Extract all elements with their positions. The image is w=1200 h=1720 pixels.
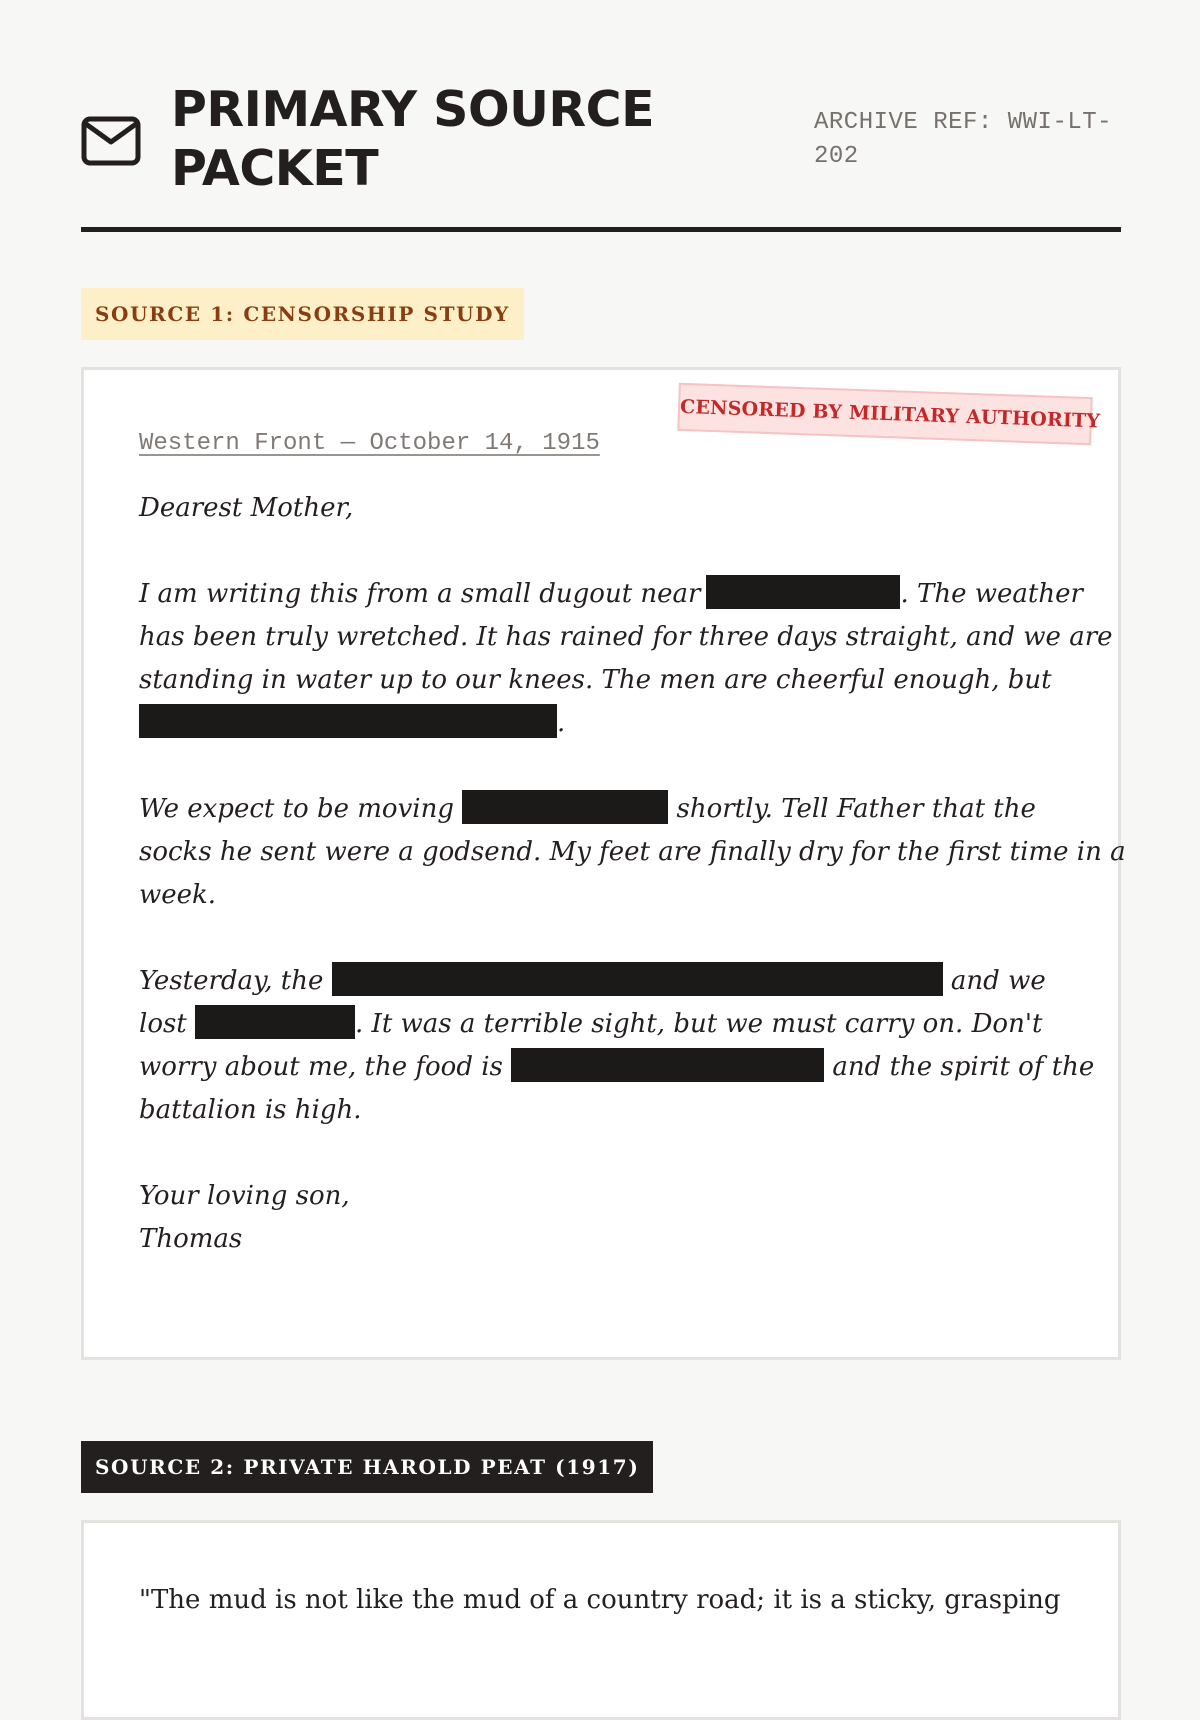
redaction-bar: [332, 962, 943, 996]
letter-text: and we: [950, 966, 1046, 996]
header: [81, 80, 1121, 230]
letter-text: .: [557, 708, 566, 738]
letter-text: . It was a terrible sight, but we must carry on. Don't: [355, 1009, 1043, 1039]
letter-salutation: Dearest Mother,: [139, 493, 354, 523]
letter-text: I am writing this from a small dugout near: [139, 579, 701, 609]
letter-body: [139, 487, 1126, 1304]
source-2-tag: SOURCE 2: PRIVATE HAROLD PEAT (1917): [81, 1441, 653, 1493]
letter-text: . The weather: [900, 579, 1083, 609]
archive-ref: ARCHIVE REF: WWI-LT-202: [814, 109, 1113, 170]
letter-paragraph-2: [139, 788, 1126, 917]
letter-paragraph-3: [139, 960, 1095, 1132]
source-2-quote: "The mud is not like the mud of a country road; it is a sticky, grasping: [139, 1585, 1061, 1615]
letter-text: worry about me, the food is: [139, 1052, 503, 1082]
redaction-bar: [139, 704, 557, 738]
mail-icon: [81, 115, 141, 167]
source-1-tag: SOURCE 1: CENSORSHIP STUDY: [81, 288, 524, 340]
page: [81, 0, 1126, 1615]
letter-text: Yesterday, the: [139, 966, 324, 996]
redaction-bar: [511, 1048, 824, 1082]
letter-text: shortly. Tell Father that the: [676, 794, 1036, 824]
redaction-bar: [462, 790, 668, 824]
header-divider: [81, 227, 1121, 232]
letter-card: [81, 367, 1126, 1360]
letter-paragraph-1: [139, 573, 1113, 745]
letter-text: has been truly wretched. It has rained for three days straight, and we are: [139, 622, 1113, 652]
letter-text: battalion is high.: [139, 1095, 362, 1125]
letter-signature: Thomas: [139, 1224, 243, 1254]
letter-text: and the spirit of the: [832, 1052, 1095, 1082]
quote-card: [81, 1520, 1121, 1720]
letter-text: socks he sent were a godsend. My feet are finally dry for the first time in a: [139, 837, 1126, 867]
letter-text: standing in water up to our knees. The men are cheerful enough, but: [139, 665, 1052, 695]
letter-text: week.: [139, 880, 217, 910]
censored-stamp: CENSORED BY MILITARY AUTHORITY: [677, 383, 1092, 445]
letter-text: lost: [139, 1009, 187, 1039]
redaction-bar: [706, 575, 900, 609]
redaction-bar: [195, 1005, 355, 1039]
page-title: PRIMARY SOURCE PACKET: [171, 81, 655, 197]
letter-dateline: Western Front — October 14, 1915: [139, 430, 600, 457]
letter-text: We expect to be moving: [139, 794, 454, 824]
letter-closing: Your loving son, Thomas: [139, 1175, 1079, 1261]
